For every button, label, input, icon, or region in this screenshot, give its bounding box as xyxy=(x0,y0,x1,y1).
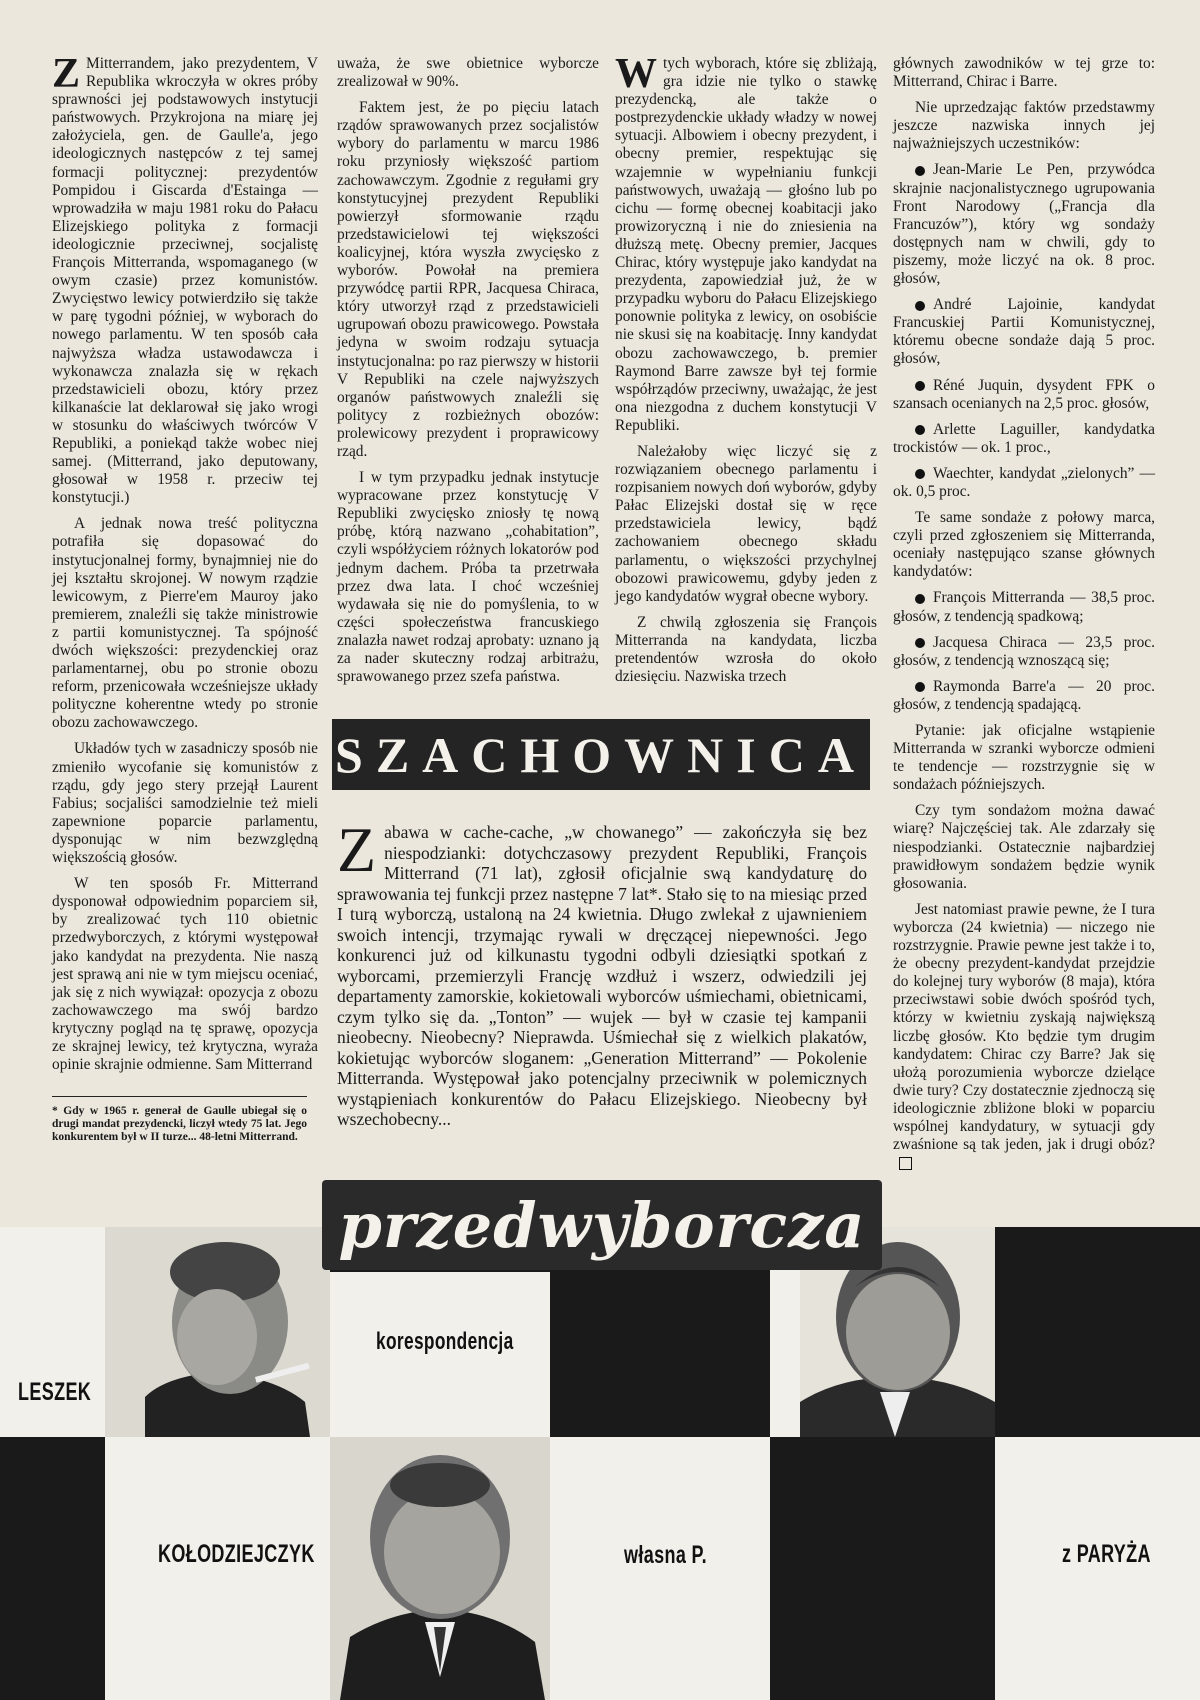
bullet-icon xyxy=(915,469,925,479)
end-mark-icon xyxy=(899,1157,912,1170)
subtitle-text: przedwyborcza xyxy=(338,1188,866,1262)
paragraph: uważa, że swe obietnice wyborcze zrealizował w 90%. xyxy=(337,55,599,91)
paragraph: Te same sondaże z połowy marca, czyli przed zgłoszeniem się Mitterranda, oceniały następująco szanse głównych kandydatów: xyxy=(893,509,1155,581)
portrait-silhouette xyxy=(330,1437,550,1700)
bullet-icon xyxy=(915,301,925,311)
bullet-icon xyxy=(915,638,925,648)
bullet-item: Réné Juquin, dysydent FPK o szansach ocenianych na 2,5 proc. głosów, xyxy=(893,376,1155,412)
footnote: * Gdy w 1965 r. generał de Gaulle ubiegał się o drugi mandat prezydencki, liczył wtedy 75 lat. Jego konkurentem był w II turze... 48-letni Mitterrand. xyxy=(52,1096,307,1144)
lead-paragraph: Zabawa w cache-cache, „w chowanego” — zakończyła się bez niespodzianki: dotychczasowy prezydent Republiki, François Mitterrand (71 lat), zgłosił oficjalnie swą kandydaturę do sprawowania tej funkcji przez następne 7 lat*. Stało się to na miesiąc przed I turą wyborczą, ustaloną na 24 kwietnia. Długo zwlekał z ujawnieniem swoich intencji, trzymając rywali w dręczącej niepewności. Jego konkurenci już od kilkunastu tygodni odbyli dziesiątki spotkań z wyborcami, przemierzyli Francję wzdłuż i wszerz, odwiedzili jej departamenty zamorskie, kokietowali wyborców uśmiechami, obietnicami, czym tylko się da. „Tonton” — wujek — był w czasie tej kampanii nieobecny. Nieobecny? Nieprawda. Uśmiechał się z wielkich plakatów, kokietując wyborców sloganem: „Generation Mitterrand” — Pokolenie Mitterranda. Występował jako potencjalny przeciwnik w polemicznych wystąpieniach konkurentów do Pałacu Elizejskiego. Nieobecny był wszechobecny... xyxy=(337,814,867,1129)
bullet-item: Arlette Laguiller, kandydatka trockistów — ok. 1 proc., xyxy=(893,420,1155,456)
paragraph: A jednak nowa treść polityczna potrafiła się dopasować do instytucjonalnej formy, bynajmniej nie do jej kształtu skrojonej. W nowym rządzie lewicowym, z Pierre'em Mauroy jako premierem, znaleźli się także ministrowie z partii komunistycznej. Ta spójność dwóch większości: prezydenckiej oraz parlamentarnej, obu po stronie obozu reform, przenicowała wcześniejsze układy polityczne koherentne wtedy po stronie obozu zachowawczego. xyxy=(52,515,318,732)
bullet-icon xyxy=(915,381,925,391)
paragraph: Z chwilą zgłoszenia się François Mitterranda na kandydata, liczba pretendentów wzrosła do około dziesięciu. Nazwiska trzech xyxy=(615,613,877,686)
bullet-icon xyxy=(915,425,925,435)
paragraph: I w tym przypadku jednak instytucje wypracowane przez konstytucję V Republiki zwycięsko zniosły tę nową próbę, którą nazwano „cohabitation”, czyli współżyciem różnych lokatorów pod jednym dachem. Próba ta przetrwała przez dwa lata. I choć wcześniej wydawała się nie do pomyślenia, to w części społeczeństwa francuskiego znalazła nawet rodzaj aprobaty: uznano ją za nader skuteczny rodzaj arbitrażu, sprawowanego przez szefa państwa. xyxy=(337,469,599,686)
paragraph: głównych zawodników w tej grze to: Mitterrand, Chirac i Barre. xyxy=(893,55,1155,91)
article-column-1 xyxy=(52,51,318,1144)
paragraph: Nie uprzedzając faktów przedstawmy jeszcze nazwiska innych jej najważniejszych uczestników: xyxy=(893,99,1155,153)
subtitle-banner xyxy=(322,1180,882,1270)
author-first-name: LESZEK xyxy=(18,1378,92,1406)
paragraph: W ten sposób Fr. Mitterrand dysponował odpowiednim poparciem sił, by zrealizować tych 110 obietnic przedwyborczych, z którymi występował jako kandydat na prezydenta. Nie naszą jest sprawą ani nie w tym miejscu oceniać, jak się z nich wywiązał: opozycja z obozu zachowawczego ma swój bardzo krytyczny pogląd na tę sprawę, opozycja ze skrajnej lewicy, też krytyczna, wyraża opinie skrajnie odmienne. Sam Mitterrand xyxy=(52,875,318,1074)
drop-cap: Z xyxy=(52,51,81,97)
portrait-photo-chirac xyxy=(105,1227,330,1437)
article-column-4 xyxy=(893,55,1155,1172)
article-column-2 xyxy=(337,55,599,686)
article-column-3 xyxy=(615,51,877,686)
own-correspondent-label: własna P. xyxy=(624,1541,707,1569)
bullet-item: François Mitterranda — 38,5 proc. głosów, z tendencją spadkową; xyxy=(893,589,1155,625)
author-last-name: KOŁODZIEJCZYK xyxy=(158,1540,315,1568)
correspondence-label: korespondencja xyxy=(376,1328,514,1355)
location-label: z PARYŻA xyxy=(1062,1540,1151,1568)
bullet-item: André Lajoinie, kandydat Francuskiej Partii Komunistycznej, któremu obecne sondaże dają 5 proc. głosów, xyxy=(893,296,1155,368)
bullet-item: Raymonda Barre'a — 20 proc. głosów, z tendencją spadającą. xyxy=(893,677,1155,713)
bullet-item: Jacquesa Chiraca — 23,5 proc. głosów, z tendencją wznoszącą się; xyxy=(893,633,1155,669)
paragraph: Czy tym sondażom można dawać wiarę? Najczęściej tak. Ale zdarzały się niespodzianki. Ostatecznie najbardziej prawidłowym sondażem będzie wynik głosowania. xyxy=(893,802,1155,892)
portrait-photo-barre xyxy=(330,1437,550,1700)
paragraph: Z Mitterrandem, jako prezydentem, V Republika wkroczyła w okres próby sprawności jej podstawowych instytucji państwowych. Przykrojona na miarę jej założyciela, gen. de Gaulle'a, jego ideologicznych następców z tej samej formacji politycznej: prezydentów Pompidou i Giscarda d'Estainga — wprowadziła w maju 1981 roku do Pałacu Elizejskiego polityka z formacji ideologicznie przeciwnej, socjalistę François Mitterranda, wspomaganego (w owym czasie) przez komunistów. Zwycięstwo lewicy potwierdziło się także w parę tygodni później, w wyborach do nowego parlamentu. W ten sposób cała najwyższa władza ustawodawcza i wykonawcza znalazła się w rękach przedstawicieli obozu, który przez kilkanaście lat deklarował się jako wrogi w stosunku do właściwych twórców V Republiki, a poniekąd także wobec niej samej. (Mitterrand, jako deputowany, głosował w 1958 r. przeciw tej konstytucji.) xyxy=(52,51,318,507)
bullet-item: Waechter, kandydat „zielonych” — ok. 0,5 proc. xyxy=(893,464,1155,500)
paragraph: Faktem jest, że po pięciu latach rządów sprawowanych przez socjalistów wybory do parlamentu w marcu 1986 roku przyniosły większość partiom zachowawczym. Zgodnie z regułami gry konstytucyjnej prezydent Republiki powierzył sformowanie rządu przedstawicielowi tej większości koalicyjnej, która wyszła zwycięsko z wyborów. Powołał na premiera przywódcę partii RPR, Jacquesa Chiraca, który utworzył rząd z przedstawicieli ugrupowań obozu prawicowego. Powstała jedyna w swoim rodzaju sytuacja instytucjonalna: po raz pierwszy w historii V Republiki na czele najwyższych organów państwowych znaleźli się politycy z rozbieżnych obozów: prolewicowy prezydent i proprawicowy rząd. xyxy=(337,99,600,460)
bullet-icon xyxy=(915,166,925,176)
portrait-silhouette xyxy=(105,1227,330,1437)
paragraph: Wtych wyborach, które się zbliżają, gra idzie nie tylko o stawkę prezydencką, ale także o postprezydenckie układy władzy w nowej sytuacji. Albowiem i obecny prezydent, i obecny premier, respektując się wzajemnie w wypełnianiu funkcji państwowych, uważają — głośno lub po cichu — formę obecnej koabitacji jako prowizoryczną i nie do zniesienia na dłuższą metę. Obecny premier, Jacques Chirac, który występuje jako kandydat na prezydenta, zapowiedział już, że w przypadku wyboru do Pałacu Elizejskiego ponownie polityka z lewicy, on osobiście nie skusi się na koabitację. Inny kandydat obozu zachowawczego, b. premier Raymond Barre zawsze był tej formie współrządów przeciwny, uważając, że jest ona niezgodna z duchem konstytucji V Republiki. xyxy=(615,51,877,434)
bullet-item: Jean-Marie Le Pen, przywódca skrajnie nacjonalistycznego ugrupowania Front Narodowy („Francja dla Francuzów”), który wg sondaży dostępnych nam w chwili, gdy to piszemy, może liczyć na ok. 8 proc. głosów, xyxy=(893,161,1155,288)
drop-cap: W xyxy=(615,51,657,97)
drop-cap: Z xyxy=(337,814,377,885)
paragraph: Pytanie: jak oficjalne wstąpienie Mitterranda w szranki wyborcze odmieni te tendencje — rozstrzygnie się w sondażach późniejszych. xyxy=(893,722,1155,794)
headline-title: SZACHOWNICA xyxy=(335,726,867,783)
paragraph: Należałoby więc liczyć się z rozwiązaniem obecnego parlamentu i rozpisaniem nowych doń wyborów, gdyby Pałac Elizejski dostał się w ręce przedstawiciela lewicy, bądź zachowaniem obecnego składu parlamentu, o większości przychylnej obozowi prawicowemu, gdyby jeden z jego kandydatów wygrał obecne wybory. xyxy=(615,442,877,605)
paragraph: Układów tych w zasadniczy sposób nie zmieniło wycofanie się komunistów z rządu, gdy jego stery przejął Laurent Fabius; socjaliści samodzielnie też mieli zapewnione poparcie parlamentu, dysponując w nim bezwzględną większością głosów. xyxy=(52,740,318,867)
bullet-icon xyxy=(915,682,925,692)
headline-banner xyxy=(332,719,870,790)
paragraph: Jest natomiast prawie pewne, że I tura wyborcza (24 kwietnia) — niczego nie rozstrzygnie. Prawie pewne jest także i to, że obecny prezydent-kandydat przejdzie do kolejnej tury wyborów (8 maja), która przeciwstawi sobie dwóch spośród tych, którzy w kwietniu zyskają największą liczbę głosów. Kto będzie tym drugim kandydatem: Chirac czy Barre? Jak się ułożą porozumienia wyborcze dzielące dwie tury? Czy dostatecznie zjednoczą się ideologicznie zbliżone bloki w poparciu wspólnej kandydatury, w sytuacji gdy zwaśnione są tak jeden, jak i drugi obóz? xyxy=(893,901,1155,1172)
bullet-icon xyxy=(915,594,925,604)
